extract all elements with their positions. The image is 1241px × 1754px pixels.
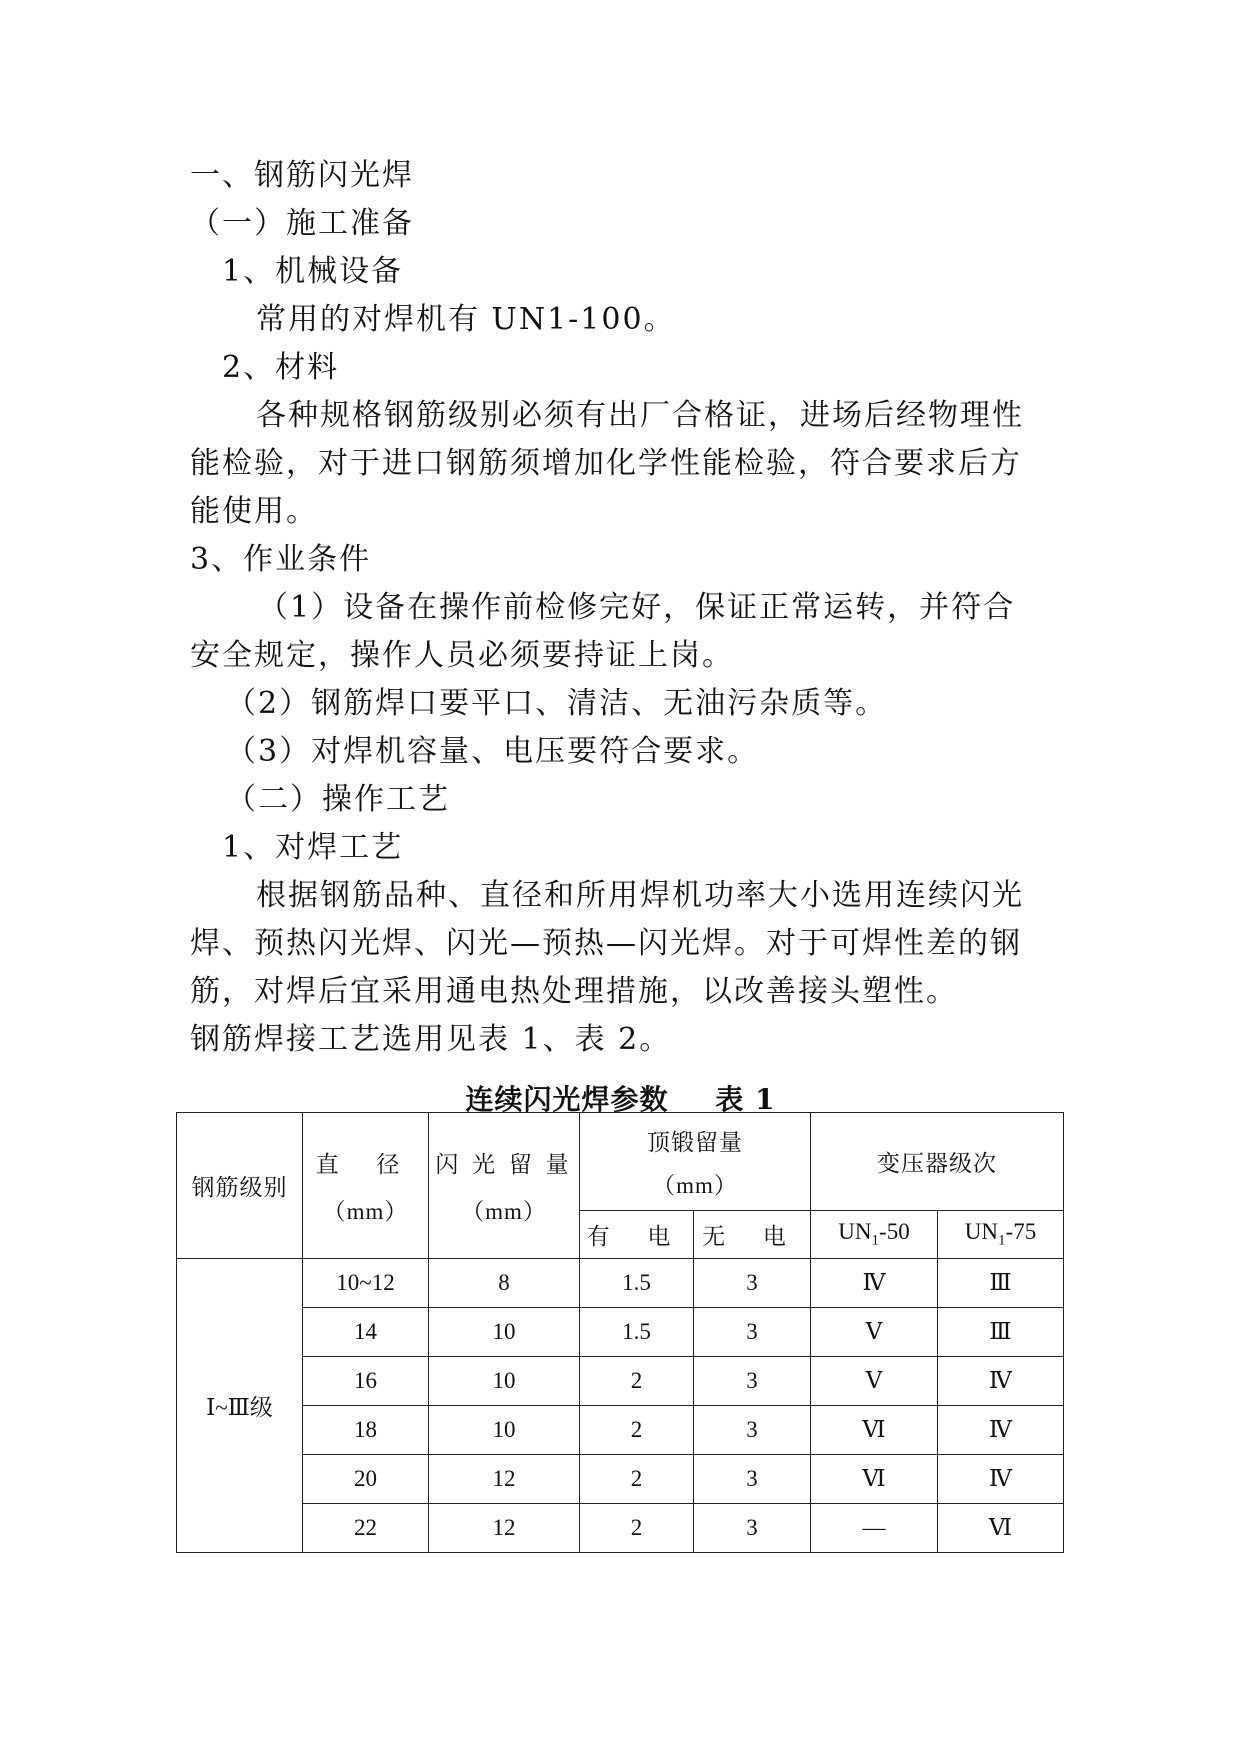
header-un1-50 <box>811 1211 938 1259</box>
paragraph-process-line-2: 焊、预热闪光焊、闪光—预热—闪光焊。对于可焊性差的钢 <box>190 926 1022 961</box>
cell-without-power: 3 <box>694 1406 811 1455</box>
header-transformer-level: 变压器级次 <box>811 1113 1064 1211</box>
cell-with-power: 2 <box>580 1504 694 1553</box>
cell-un1-50: — <box>811 1504 938 1553</box>
cell-diameter: 18 <box>303 1406 429 1455</box>
table-row <box>177 1259 1064 1308</box>
cell-with-power: 2 <box>580 1406 694 1455</box>
cell-un1-50: Ⅵ <box>811 1406 938 1455</box>
cell-grade: Ⅰ~Ⅲ级 <box>177 1259 303 1553</box>
paragraph-machinery: 常用的对焊机有 UN1-100。 <box>256 302 676 337</box>
flash-welding-parameters-table <box>176 1112 1064 1553</box>
heading-subsection-process: （二）操作工艺 <box>226 782 450 817</box>
cell-flash: 10 <box>429 1406 580 1455</box>
paragraph-materials-line-1: 各种规格钢筋级别必须有出厂合格证，进场后经物理性 <box>256 398 1024 433</box>
heading-subsection-prep: （一）施工准备 <box>190 206 414 241</box>
heading-machinery: 1、机械设备 <box>222 254 404 289</box>
table-caption-title: 连续闪光焊参数 <box>465 1083 669 1116</box>
cell-un1-75: Ⅳ <box>938 1357 1064 1406</box>
cell-with-power: 1.5 <box>580 1308 694 1357</box>
cell-diameter: 22 <box>303 1504 429 1553</box>
paragraph-process-line-1: 根据钢筋品种、直径和所用焊机功率大小选用连续闪光 <box>256 878 1024 913</box>
paragraph-process-line-3: 筋，对焊后宜采用通电热处理措施，以改善接头塑性。 <box>190 974 958 1009</box>
header-flash-allowance <box>429 1113 580 1259</box>
header-diameter <box>303 1113 429 1259</box>
cell-without-power: 3 <box>694 1455 811 1504</box>
table-caption-number: 表 1 <box>715 1083 776 1116</box>
table-row <box>177 1308 1064 1357</box>
header-flash-label: 闪 光 留 量 <box>435 1151 573 1177</box>
header-upset-allowance <box>580 1113 811 1211</box>
cell-with-power: 2 <box>580 1455 694 1504</box>
cell-without-power: 3 <box>694 1357 811 1406</box>
heading-work-conditions: 3、作业条件 <box>190 542 372 577</box>
cell-un1-50: Ⅴ <box>811 1357 938 1406</box>
heading-section-1: 一、钢筋闪光焊 <box>190 158 414 193</box>
cell-flash: 8 <box>429 1259 580 1308</box>
paragraph-condition-2: （2）钢筋焊口要平口、清洁、无油污杂质等。 <box>226 686 888 721</box>
cell-flash: 10 <box>429 1357 580 1406</box>
heading-materials: 2、材料 <box>222 350 340 385</box>
cell-with-power: 1.5 <box>580 1259 694 1308</box>
paragraph-materials-line-2: 能检验，对于进口钢筋须增加化学性能检验，符合要求后方 <box>190 446 1022 481</box>
paragraph-condition-1-line-2: 安全规定，操作人员必须要持证上岗。 <box>190 638 734 673</box>
header-grade: 钢筋级别 <box>177 1113 303 1259</box>
header-upset-unit: （mm） <box>652 1172 738 1198</box>
cell-flash: 12 <box>429 1455 580 1504</box>
cell-diameter: 10~12 <box>303 1259 429 1308</box>
cell-diameter: 16 <box>303 1357 429 1406</box>
header-flash-unit: （mm） <box>461 1198 547 1224</box>
cell-un1-50: Ⅵ <box>811 1455 938 1504</box>
un1-75-sub: 1 <box>998 1232 1006 1249</box>
un1-50-tail: -50 <box>879 1219 910 1245</box>
un1-75-main: UN <box>964 1219 999 1245</box>
un1-75-tail: -75 <box>1005 1219 1037 1245</box>
header-diameter-unit: （mm） <box>322 1198 409 1224</box>
cell-without-power: 3 <box>694 1308 811 1357</box>
heading-welding-process: 1、对焊工艺 <box>222 830 404 865</box>
cell-un1-50: Ⅳ <box>811 1259 938 1308</box>
paragraph-condition-1-line-1: （1）设备在操作前检修完好，保证正常运转，并符合 <box>258 590 1016 625</box>
cell-un1-75: Ⅵ <box>938 1504 1064 1553</box>
table-header-row-1 <box>177 1113 1064 1211</box>
paragraph-materials-line-3: 能使用。 <box>190 494 318 529</box>
header-with-power: 有 电 <box>580 1211 694 1259</box>
table-row <box>177 1455 1064 1504</box>
cell-without-power: 3 <box>694 1504 811 1553</box>
cell-flash: 12 <box>429 1504 580 1553</box>
un1-50-sub: 1 <box>871 1232 880 1249</box>
cell-flash: 10 <box>429 1308 580 1357</box>
paragraph-condition-3: （3）对焊机容量、电压要符合要求。 <box>226 734 760 769</box>
cell-diameter: 14 <box>303 1308 429 1357</box>
table-row <box>177 1406 1064 1455</box>
cell-diameter: 20 <box>303 1455 429 1504</box>
cell-un1-75: Ⅲ <box>938 1308 1064 1357</box>
cell-without-power: 3 <box>694 1259 811 1308</box>
cell-un1-75: Ⅳ <box>938 1455 1064 1504</box>
paragraph-table-reference: 钢筋焊接工艺选用见表 1、表 2。 <box>190 1022 672 1057</box>
cell-with-power: 2 <box>580 1357 694 1406</box>
header-diameter-label: 直 径 <box>315 1151 416 1177</box>
header-un1-75 <box>938 1211 1064 1259</box>
header-upset-label: 顶锻留量 <box>647 1129 743 1155</box>
un1-50-main: UN <box>838 1219 872 1245</box>
cell-un1-75: Ⅳ <box>938 1406 1064 1455</box>
table-row <box>177 1357 1064 1406</box>
header-without-power: 无 电 <box>694 1211 811 1259</box>
table-row <box>177 1504 1064 1553</box>
cell-un1-75: Ⅲ <box>938 1259 1064 1308</box>
cell-un1-50: Ⅴ <box>811 1308 938 1357</box>
